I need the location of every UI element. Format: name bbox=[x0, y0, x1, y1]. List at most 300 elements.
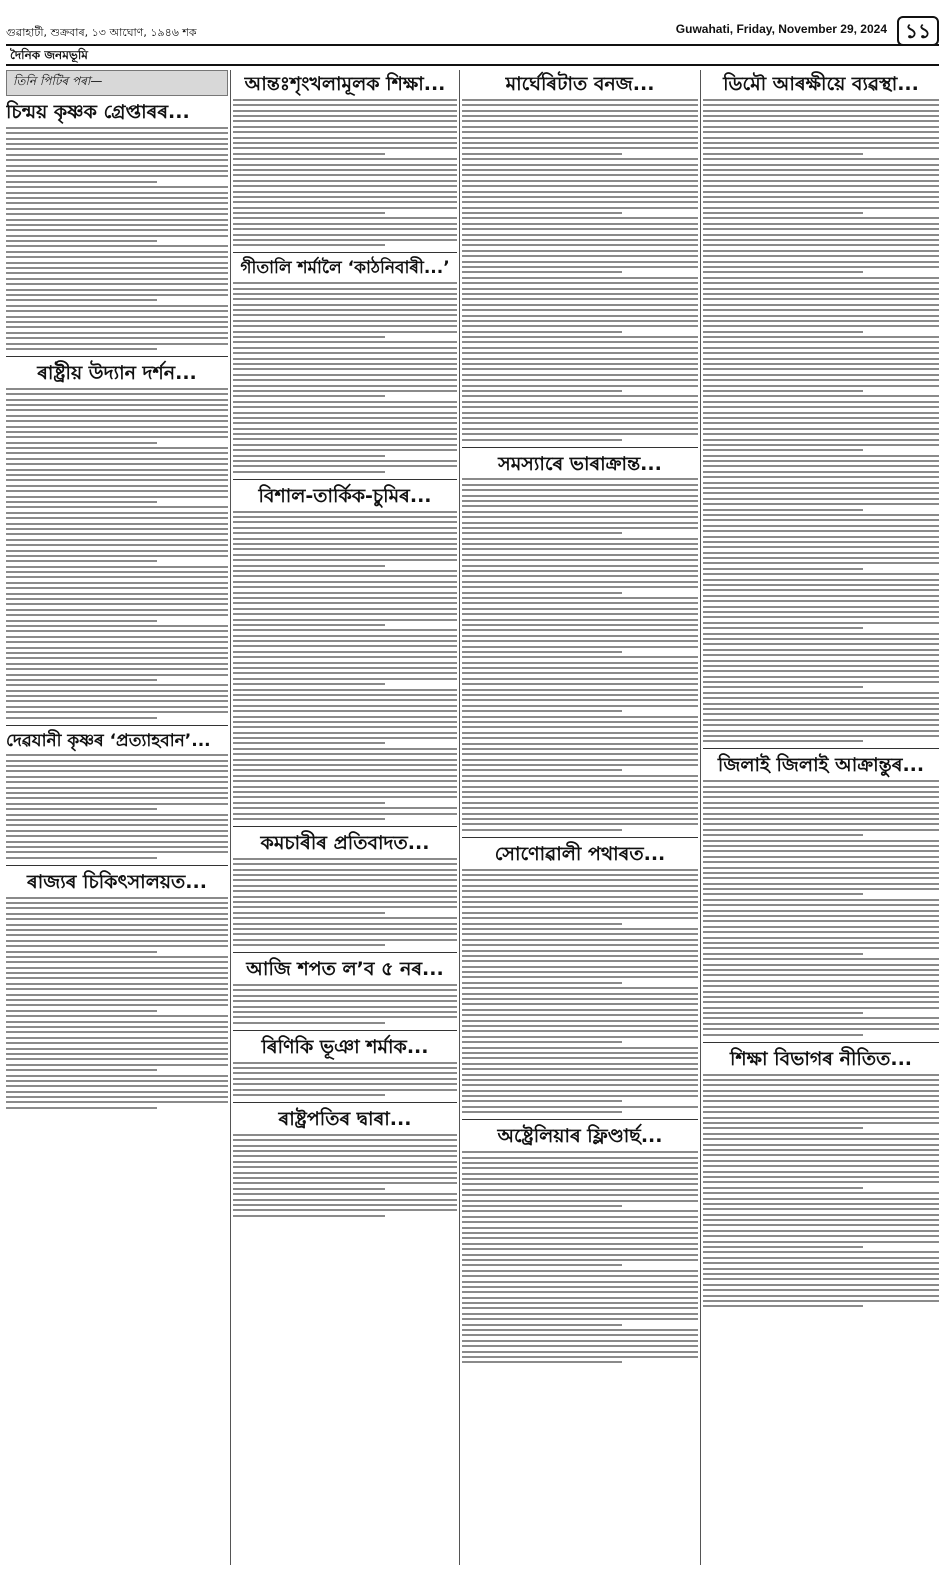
text-line bbox=[703, 856, 939, 858]
text-line bbox=[703, 850, 939, 852]
text-line bbox=[462, 737, 698, 739]
text-line bbox=[703, 1154, 939, 1156]
text-line bbox=[703, 606, 939, 608]
text-line bbox=[462, 543, 698, 545]
text-line bbox=[703, 153, 863, 155]
text-line bbox=[462, 1227, 698, 1229]
text-line bbox=[233, 1089, 457, 1091]
text-line bbox=[6, 240, 157, 242]
text-line bbox=[233, 521, 457, 523]
text-line bbox=[703, 627, 863, 629]
text-line bbox=[233, 586, 457, 588]
text-line bbox=[233, 223, 457, 225]
text-line bbox=[6, 143, 228, 145]
text-line bbox=[703, 212, 863, 214]
text-line bbox=[703, 1203, 939, 1205]
text-line bbox=[6, 940, 228, 942]
text-line bbox=[703, 1198, 939, 1200]
text-line bbox=[703, 1149, 939, 1151]
text-line bbox=[462, 282, 698, 284]
text-line bbox=[462, 559, 698, 561]
text-line bbox=[462, 565, 698, 567]
text-line bbox=[462, 1356, 698, 1358]
text-line bbox=[6, 463, 228, 465]
text-line bbox=[703, 1273, 939, 1275]
text-line bbox=[703, 573, 939, 575]
text-line bbox=[233, 131, 457, 133]
article-body bbox=[462, 99, 698, 441]
text-line bbox=[233, 721, 457, 723]
text-line bbox=[233, 379, 457, 381]
text-line bbox=[462, 406, 698, 408]
text-line bbox=[233, 538, 457, 540]
text-line bbox=[703, 552, 939, 554]
article-body bbox=[462, 869, 698, 1114]
text-line bbox=[233, 1182, 457, 1184]
text-line bbox=[703, 584, 939, 586]
text-line bbox=[462, 390, 622, 392]
text-line bbox=[462, 104, 698, 106]
text-line bbox=[703, 217, 939, 219]
text-line bbox=[462, 433, 698, 435]
text-line bbox=[703, 250, 939, 252]
text-line bbox=[462, 1025, 698, 1027]
text-line bbox=[462, 635, 698, 637]
text-line bbox=[703, 829, 939, 831]
text-line bbox=[703, 207, 939, 209]
headline-hospital: ৰাজ্যৰ চিকিৎসালয়ত... bbox=[27, 870, 207, 893]
text-line bbox=[703, 1300, 939, 1302]
article-body bbox=[703, 1074, 939, 1308]
text-line bbox=[703, 937, 939, 939]
text-line bbox=[462, 1254, 698, 1256]
text-line bbox=[462, 489, 698, 491]
text-line bbox=[6, 469, 228, 471]
text-line bbox=[703, 589, 939, 591]
headline-president: ৰাষ্ট্ৰপতিৰ দ্বাৰা... bbox=[278, 1107, 412, 1130]
text-line bbox=[462, 1340, 698, 1342]
text-line bbox=[703, 498, 939, 500]
text-line bbox=[703, 1012, 863, 1014]
text-line bbox=[462, 1259, 698, 1261]
text-line bbox=[703, 514, 939, 516]
text-line bbox=[703, 530, 939, 532]
text-line bbox=[233, 592, 457, 594]
text-line bbox=[6, 393, 228, 395]
text-line bbox=[462, 1084, 698, 1086]
text-line bbox=[462, 511, 698, 513]
text-line bbox=[462, 1205, 622, 1207]
text-line bbox=[6, 219, 228, 221]
text-line bbox=[6, 582, 228, 584]
text-line bbox=[703, 1262, 939, 1264]
text-line bbox=[462, 174, 698, 176]
text-line bbox=[462, 802, 698, 804]
text-line bbox=[703, 958, 939, 960]
text-line bbox=[703, 1090, 939, 1092]
text-line bbox=[6, 560, 157, 562]
text-line bbox=[462, 1318, 698, 1320]
text-line bbox=[462, 538, 698, 540]
text-line bbox=[703, 1268, 939, 1270]
text-line bbox=[233, 989, 457, 991]
text-line bbox=[703, 147, 939, 149]
text-line bbox=[6, 1107, 157, 1109]
text-line bbox=[233, 906, 457, 908]
text-line bbox=[462, 1041, 622, 1043]
text-line bbox=[6, 770, 228, 772]
text-line bbox=[233, 683, 385, 685]
text-line bbox=[233, 374, 457, 376]
text-line bbox=[703, 1160, 939, 1162]
text-line bbox=[462, 1275, 698, 1277]
text-line bbox=[233, 422, 457, 424]
text-line bbox=[6, 186, 228, 188]
text-line bbox=[703, 164, 939, 166]
text-line bbox=[6, 625, 228, 627]
text-line bbox=[233, 1172, 457, 1174]
text-line bbox=[6, 175, 228, 177]
text-line bbox=[703, 492, 939, 494]
text-line bbox=[6, 814, 228, 816]
text-line bbox=[462, 1036, 698, 1038]
text-line bbox=[6, 1058, 228, 1060]
text-line bbox=[233, 912, 385, 914]
text-line bbox=[462, 1057, 698, 1059]
text-line bbox=[233, 1188, 385, 1190]
text-line bbox=[703, 228, 939, 230]
text-line bbox=[462, 570, 698, 572]
text-line bbox=[6, 620, 157, 622]
text-line bbox=[462, 1014, 698, 1016]
text-line bbox=[6, 1075, 228, 1077]
text-line bbox=[233, 624, 385, 626]
text-line bbox=[462, 1286, 698, 1288]
text-line bbox=[462, 331, 622, 333]
text-line bbox=[6, 587, 228, 589]
text-line bbox=[462, 439, 622, 441]
text-line bbox=[233, 791, 457, 793]
text-line bbox=[233, 331, 457, 333]
text-line bbox=[462, 1173, 698, 1175]
text-line bbox=[703, 1127, 863, 1129]
text-line bbox=[6, 1015, 228, 1017]
text-line bbox=[6, 283, 228, 285]
text-line bbox=[6, 679, 157, 681]
text-line bbox=[462, 629, 698, 631]
text-line bbox=[233, 923, 457, 925]
text-line bbox=[462, 401, 698, 403]
text-line bbox=[6, 571, 228, 573]
text-line bbox=[6, 197, 228, 199]
text-line bbox=[462, 147, 698, 149]
text-line bbox=[703, 471, 939, 473]
text-line bbox=[703, 315, 939, 317]
text-line bbox=[233, 737, 457, 739]
text-line bbox=[6, 797, 228, 799]
text-line bbox=[6, 452, 228, 454]
text-line bbox=[703, 536, 939, 538]
text-line bbox=[462, 1324, 622, 1326]
text-line bbox=[462, 906, 698, 908]
headline-margherita: মাৰ্ঘেৰিটাত বনজ... bbox=[505, 73, 655, 95]
text-line bbox=[462, 1334, 698, 1336]
text-line bbox=[703, 104, 939, 106]
text-line bbox=[462, 428, 698, 430]
headline-golden-field: সোণোৱালী পথাৰত... bbox=[494, 842, 666, 865]
text-line bbox=[6, 857, 157, 859]
text-line bbox=[703, 142, 939, 144]
text-line bbox=[6, 1031, 228, 1033]
text-line bbox=[233, 115, 457, 117]
text-line bbox=[462, 417, 698, 419]
text-line bbox=[703, 557, 939, 559]
text-line bbox=[703, 638, 939, 640]
text-line bbox=[462, 923, 622, 925]
text-line bbox=[462, 602, 698, 604]
headline-district: জিলাই জিলাই আক্ৰান্তুৰ... bbox=[717, 754, 925, 777]
text-line bbox=[462, 395, 698, 397]
text-line bbox=[6, 929, 228, 931]
text-line bbox=[233, 465, 457, 467]
text-line bbox=[703, 953, 863, 955]
text-line bbox=[6, 294, 228, 296]
text-line bbox=[233, 358, 457, 360]
text-line bbox=[233, 212, 385, 214]
text-line bbox=[703, 368, 939, 370]
text-line bbox=[6, 496, 228, 498]
text-line bbox=[703, 883, 939, 885]
text-line bbox=[703, 191, 939, 193]
text-line bbox=[703, 412, 939, 414]
text-line bbox=[703, 877, 939, 879]
text-line bbox=[462, 759, 698, 761]
text-line bbox=[233, 164, 457, 166]
text-line bbox=[462, 791, 698, 793]
text-line bbox=[233, 813, 457, 815]
text-line bbox=[462, 207, 698, 209]
text-line bbox=[703, 525, 939, 527]
text-line bbox=[703, 115, 939, 117]
text-line bbox=[6, 961, 228, 963]
text-line bbox=[6, 983, 228, 985]
text-line bbox=[462, 879, 698, 881]
article-body bbox=[703, 99, 939, 742]
text-line bbox=[233, 874, 457, 876]
text-line bbox=[462, 656, 698, 658]
text-line bbox=[462, 158, 698, 160]
text-line bbox=[462, 309, 698, 311]
text-line bbox=[6, 388, 228, 390]
text-line bbox=[703, 996, 939, 998]
text-line bbox=[703, 1187, 863, 1189]
text-line bbox=[462, 505, 698, 507]
text-line bbox=[703, 288, 939, 290]
text-line bbox=[703, 336, 939, 338]
text-line bbox=[462, 597, 698, 599]
text-line bbox=[703, 385, 939, 387]
text-line bbox=[462, 1100, 622, 1102]
text-line bbox=[462, 266, 698, 268]
text-line bbox=[6, 988, 228, 990]
text-line bbox=[6, 447, 228, 449]
text-line bbox=[6, 267, 228, 269]
text-line bbox=[703, 823, 939, 825]
text-line bbox=[6, 1026, 228, 1028]
article-body bbox=[703, 780, 939, 1035]
text-line bbox=[233, 99, 457, 101]
text-line bbox=[6, 652, 228, 654]
text-line bbox=[233, 104, 457, 106]
text-line bbox=[462, 185, 698, 187]
text-line bbox=[6, 262, 228, 264]
text-line bbox=[703, 444, 939, 446]
headline-australia: অষ্ট্ৰেলিয়াৰ ফ্লিণ্ডাৰ্ছ... bbox=[497, 1125, 663, 1148]
text-line bbox=[703, 1106, 939, 1108]
text-line bbox=[6, 835, 228, 837]
text-line bbox=[703, 298, 939, 300]
text-line bbox=[6, 765, 228, 767]
text-line bbox=[703, 1111, 939, 1113]
text-line bbox=[233, 417, 457, 419]
text-line bbox=[462, 271, 622, 273]
text-line bbox=[703, 1079, 939, 1081]
text-line bbox=[462, 998, 698, 1000]
section-tag: তিনি পিটিৰ পৰা— bbox=[6, 70, 228, 96]
text-line bbox=[6, 951, 157, 953]
text-line bbox=[6, 614, 228, 616]
text-line bbox=[462, 683, 698, 685]
text-line bbox=[233, 1155, 457, 1157]
text-line bbox=[6, 1069, 157, 1071]
text-line bbox=[462, 1183, 698, 1185]
text-line bbox=[6, 299, 157, 301]
text-line bbox=[462, 228, 698, 230]
text-line bbox=[233, 1067, 457, 1069]
text-line bbox=[462, 933, 698, 935]
text-line bbox=[703, 969, 939, 971]
text-line bbox=[462, 1020, 698, 1022]
text-line bbox=[703, 358, 939, 360]
text-line bbox=[233, 732, 457, 734]
text-line bbox=[462, 255, 698, 257]
text-line bbox=[6, 690, 228, 692]
text-line bbox=[6, 641, 228, 643]
text-line bbox=[703, 947, 939, 949]
text-line bbox=[233, 412, 457, 414]
text-line bbox=[6, 229, 228, 231]
text-line bbox=[703, 611, 939, 613]
text-line bbox=[703, 185, 939, 187]
text-line bbox=[462, 874, 698, 876]
text-line bbox=[6, 1085, 228, 1087]
text-line bbox=[6, 213, 228, 215]
text-line bbox=[233, 716, 457, 718]
text-line bbox=[703, 681, 939, 683]
text-line bbox=[233, 769, 457, 771]
text-line bbox=[703, 872, 939, 874]
text-line bbox=[6, 934, 228, 936]
text-line bbox=[6, 999, 228, 1001]
text-line bbox=[703, 1144, 939, 1146]
text-line bbox=[703, 331, 863, 333]
text-line bbox=[703, 363, 939, 365]
text-line bbox=[703, 428, 939, 430]
text-line bbox=[703, 708, 939, 710]
text-line bbox=[703, 926, 939, 928]
text-line bbox=[703, 320, 939, 322]
text-line bbox=[703, 1084, 939, 1086]
text-line bbox=[462, 667, 698, 669]
text-line bbox=[703, 1208, 939, 1210]
text-line bbox=[6, 841, 228, 843]
column-divider bbox=[700, 70, 701, 1565]
text-line bbox=[462, 726, 698, 728]
text-line bbox=[233, 1022, 385, 1024]
text-line bbox=[703, 406, 939, 408]
text-line bbox=[233, 879, 457, 881]
text-line bbox=[703, 1246, 863, 1248]
text-line bbox=[462, 239, 698, 241]
text-line bbox=[462, 993, 698, 995]
text-line bbox=[462, 1210, 698, 1212]
text-line bbox=[703, 1074, 939, 1076]
text-line bbox=[6, 533, 228, 535]
text-line bbox=[462, 554, 698, 556]
headline-devyani: দেৱযানী কৃষ্ণৰ ‘প্ৰত্যাহবান’... bbox=[6, 730, 211, 751]
article-body bbox=[233, 282, 457, 473]
text-line bbox=[6, 555, 228, 557]
text-line bbox=[6, 474, 228, 476]
text-line bbox=[6, 348, 157, 350]
headline-chinmoy: চিন্ময় কৃষ্ণক গ্ৰেপ্তাৰৰ... bbox=[6, 101, 190, 123]
text-line bbox=[462, 379, 698, 381]
text-line bbox=[462, 818, 698, 820]
text-line bbox=[703, 439, 939, 441]
text-line bbox=[6, 192, 228, 194]
text-line bbox=[462, 1030, 698, 1032]
text-line bbox=[462, 137, 698, 139]
text-line bbox=[233, 532, 457, 534]
text-line bbox=[233, 304, 457, 306]
header-date-english: Guwahati, Friday, November 29, 2024 bbox=[675, 22, 887, 36]
text-line bbox=[703, 1034, 863, 1036]
text-line bbox=[703, 692, 939, 694]
text-line bbox=[703, 390, 863, 392]
text-line bbox=[233, 678, 457, 680]
text-line bbox=[703, 703, 939, 705]
text-line bbox=[233, 710, 457, 712]
text-line bbox=[703, 807, 939, 809]
text-line bbox=[462, 592, 622, 594]
headline-education-policy: শিক্ষা বিভাগৰ নীতিত... bbox=[729, 1047, 912, 1070]
text-line bbox=[233, 120, 457, 122]
text-line bbox=[703, 904, 939, 906]
text-line bbox=[462, 142, 698, 144]
text-line bbox=[703, 460, 939, 462]
text-line bbox=[6, 994, 228, 996]
text-line bbox=[462, 1237, 698, 1239]
text-line bbox=[6, 404, 228, 406]
text-line bbox=[6, 550, 228, 552]
text-line bbox=[462, 1281, 698, 1283]
text-line bbox=[6, 170, 228, 172]
text-line bbox=[462, 796, 698, 798]
text-line bbox=[462, 1264, 622, 1266]
text-line bbox=[703, 1007, 939, 1009]
text-line bbox=[703, 649, 939, 651]
text-line bbox=[703, 813, 939, 815]
